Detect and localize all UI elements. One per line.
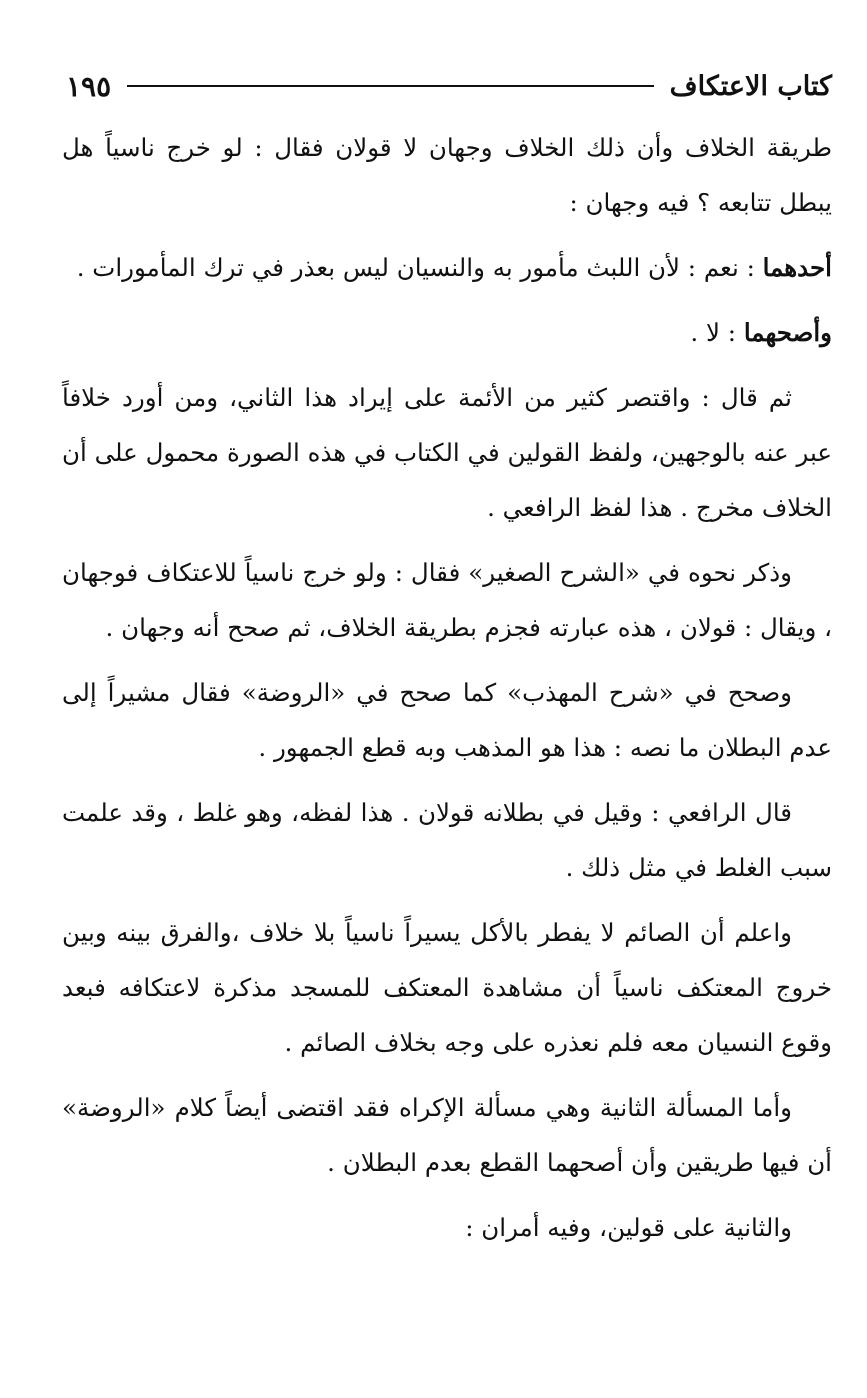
running-header: [62, 58, 832, 114]
paragraph-text: ثم قال : واقتصر كثير من الأئمة على إيراد هذا الثاني، ومن أورد خلافاً عبر عنه بالوجهين، ولفظ القولين في الكتاب في هذه الصورة محمول على أن الخلاف مخرج . هذا لفظ الرافعي .: [62, 383, 832, 522]
paragraph-text: قال الرافعي : وقيل في بطلانه قولان . هذا لفظه، وهو غلط ، وقد علمت سبب الغلط في مثل ذلك .: [62, 798, 832, 882]
paragraph-text: واعلم أن الصائم لا يفطر بالأكل يسيراً ناسياً بلا خلاف ،والفرق بينه وبين خروج المعتكف ناسياً أن مشاهدة المعتكف للمسجد مذكرة لاعتكافه فبعد وقوع النسيان معه فلم نعذره على وجه بخلاف الصائم .: [62, 918, 832, 1057]
paragraph: [62, 665, 832, 775]
paragraph-text: والثانية على قولين، وفيه أمران :: [465, 1213, 792, 1242]
paragraph-text: : نعم : لأن اللبث مأمور به والنسيان ليس بعذر في ترك المأمورات .: [76, 253, 763, 282]
paragraph-text: وذكر نحوه في «الشرح الصغير» فقال : ولو خرج ناسياً للاعتكاف فوجهان ، ويقال : قولان ، هذه عبارته فجزم بطريقة الخلاف، ثم صحح أنه وجهان .: [62, 558, 832, 642]
paragraph-text: : لا .: [690, 318, 744, 347]
header-rule: [127, 85, 654, 87]
paragraph: [62, 1080, 832, 1190]
paragraph-text: وصحح في «شرح المهذب» كما صحح في «الروضة» فقال مشيراً إلى عدم البطلان ما نصه : هذا هو المذهب وبه قطع الجمهور .: [62, 678, 832, 762]
paragraph: [62, 240, 832, 295]
paragraph: [62, 545, 832, 655]
paragraph-text: طريقة الخلاف وأن ذلك الخلاف وجهان لا قولان فقال : لو خرج ناسياً هل يبطل تتابعه ؟ فيه وجهان :: [62, 133, 832, 217]
page-number: ١٩٥: [66, 69, 112, 103]
paragraph: [62, 305, 832, 360]
paragraph: [62, 120, 832, 230]
paragraph-text: وأما المسألة الثانية وهي مسألة الإكراه فقد اقتضى أيضاً كلام «الروضة» أن فيها طريقين وأن أصحهما القطع بعدم البطلان .: [62, 1093, 832, 1177]
paragraph-lead: وأصحهما: [743, 318, 832, 347]
paragraph: [62, 905, 832, 1070]
paragraph: [62, 1200, 832, 1255]
book-title: كتاب الاعتكاف: [669, 70, 832, 102]
paragraph: [62, 370, 832, 535]
book-page: [62, 58, 832, 1265]
paragraph: [62, 785, 832, 895]
paragraph-lead: أحدهما: [762, 253, 832, 282]
